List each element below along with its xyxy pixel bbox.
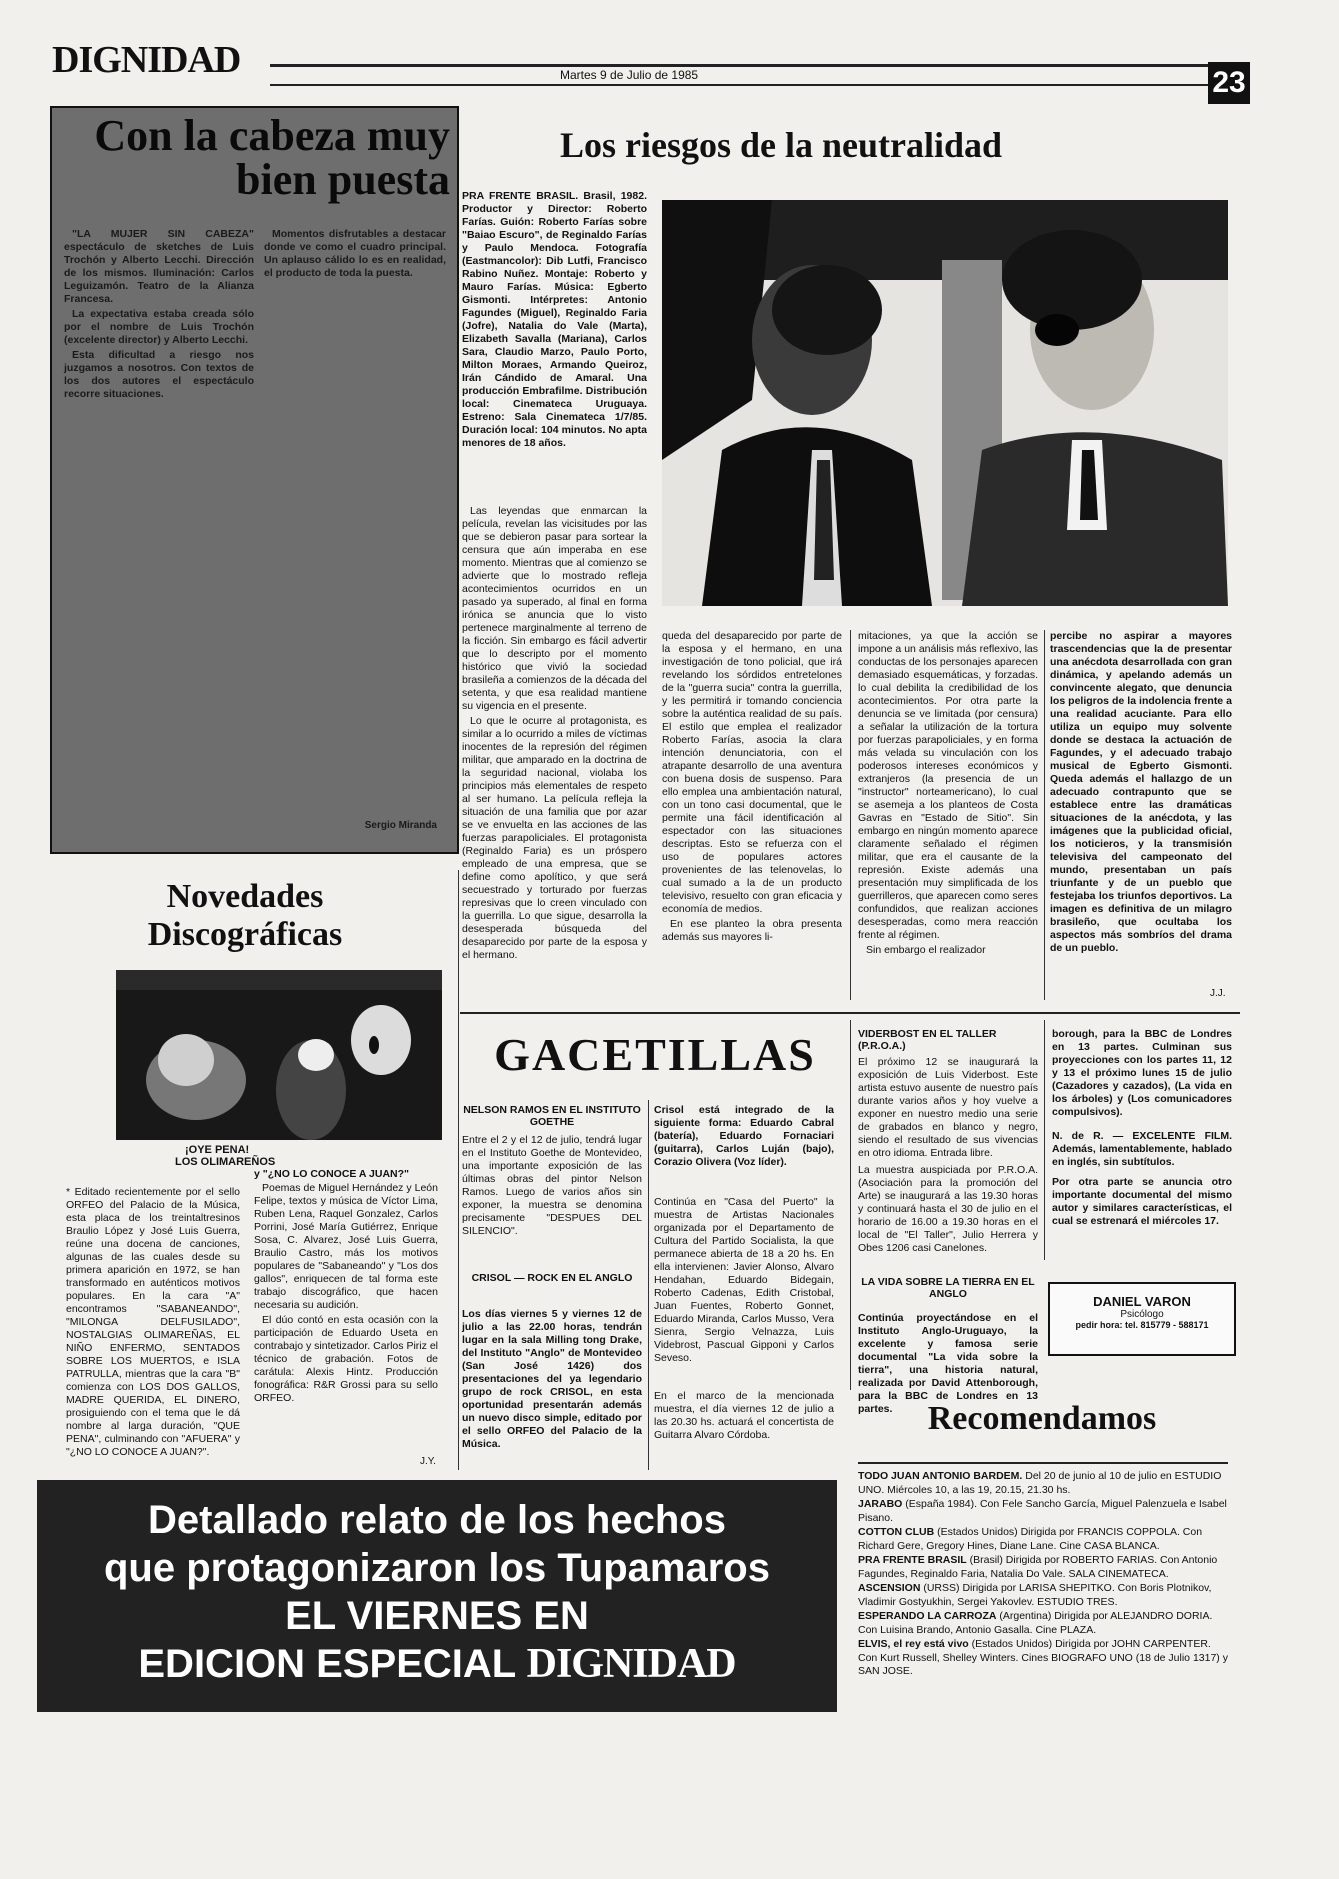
cabeza-box xyxy=(50,106,459,854)
album-caption-2: LOS OLIMAREÑOS xyxy=(175,1156,276,1168)
divider xyxy=(1044,1020,1045,1260)
neutralidad-initials: J.J. xyxy=(1210,988,1226,999)
gacetillas-col4-a: borough, para la BBC de Londres en 13 partes. Culminan sus proyecciones con los partes 11, 12 y 13 el próximo lunes 15 de julio (Cazadores y cazados), (La vida en los árboles) y (Los comunicadores compulsivos). xyxy=(1052,1028,1232,1118)
masthead-rule xyxy=(270,64,1210,67)
gacetillas-col4-b: N. de R. — EXCELENTE FILM. Además, lamentablemente, hablado en inglés, sin subtítulos. xyxy=(1052,1130,1232,1168)
album-cover-photo xyxy=(116,970,442,1140)
recomendamos-list xyxy=(858,1470,1228,1677)
cabeza-para-1: "LA MUJER SIN CABEZA" espectáculo de sketches de Luis Trochón y Alberto Lecchi. Dirección de los mismos. Iluminación: Carlos Leguizamón. Teatro de la Alianza Francesa. xyxy=(64,228,254,305)
promo-line-4-text: EDICION ESPECIAL xyxy=(138,1642,516,1686)
gacetillas-col1-head2: CRISOL — ROCK EN EL ANGLO xyxy=(471,1272,633,1284)
neutralidad-col1 xyxy=(462,505,647,997)
page-number: 23 xyxy=(1208,62,1250,104)
neutralidad-col4-p1: percibe no aspirar a mayores trascendencias que la de presentar una anécdota desarrollada con gran dinámica, y apelando además un convincente alegato, que denuncia los peligros de la indolencia frente a una realidad acuciante. Para ello utiliza un equipo muy solvente donde se destaca la actuación de Fagundes, y el adecuado trabajo musical de Egberto Gismonti. Queda además el hallazgo de un adecuado contrapunto que se establece entre las dramáticas situaciones de la anécdota, y las imágenes que la publicidad oficial, los noticieros, y la transmisión televisiva del campeonato del mundo, presentaban un país triunfante y de un pueblo que festejaba los triunfos deportivos. La imagen es definitiva de un milagro brasileño, que ocultaba los aspectos más sombríos del drama de un pueblo. xyxy=(1050,630,1232,954)
album-cover-image xyxy=(116,970,442,1140)
neutralidad-col1-p1: Las leyendas que enmarcan la película, revelan las vicisitudes por las que se debieron pasar para sortear la censura que aún imperaba en ese momento. Mientras que al comienzo se advierte que lo mostrado refleja acontecimientos ocurridos en un pasado ya superado, al final en forma irónica se anuncia que lo visto pertenece marginalmente al terreno de la ficción. Sin embargo es fácil advertir que lo descripto por el momento histórico que vivió la sociedad brasileña a comienzos de la década del setenta, y que esa realidad mantiene su vigencia en el presente. xyxy=(462,505,647,712)
rec-item xyxy=(858,1526,1228,1553)
cabeza-title: Con la cabeza muy bien puesta xyxy=(94,111,450,204)
divider xyxy=(648,1100,649,1470)
neutralidad-col3-p2: Sin embargo el realizador xyxy=(866,944,986,956)
cabeza-para-3: Esta dificultad a riesgo nos juzgamos a nosotros. Con textos de los dos autores el espectáculo recorre situaciones. xyxy=(64,349,254,400)
divider xyxy=(458,870,459,1470)
rec-item xyxy=(858,1610,1228,1637)
promo-line-3: EL VIERNES EN xyxy=(285,1594,589,1638)
novedades-col1: * Editado recientemente por el sello ORFEO del Palacio de la Música, esta placa de los treintaltresinos Braulio López y José Luis Guerra, reúne una docena de canciones, algunas de las cuales desde su primera aparición en 1972, se han transformado en auténticos motivos populares. En la cara "A" encontramos "SABANEANDO", "MILONGA DELFUSILADO", NOSTALGIAS OLIMAREÑAS, EL NIÑO ENFERMO, SENTADOS SOBRE LOS MUERTOS, e ISLA PATRULLA, mientras que la cara "B" comienza con LOS DOS GALLOS, MADRE QUERIDA, EL DINERO, prosiguiendo con el tema que le dá nombre al larga duración, "QUE PENA", culminando con "AFUERA" y "¿NO LO CONOCE A JUAN?". xyxy=(66,1186,240,1458)
cabeza-para-4: Momentos disfrutables a destacar donde ve como el cuadro principal. Un aplauso cálido lo es en realidad, el producto de toda la puesta. xyxy=(264,228,446,279)
gacetillas-col1: Entre el 2 y el 12 de julio, tendrá lugar en el Instituto Goethe de Montevideo, una importante exposición de las últimas obras del pintor Nelson Ramos. Luego de varios años sin exponer, la muestra se denomina precisamente "DESPUES DEL SILENCIO". xyxy=(462,1134,642,1237)
gacetillas-col2-a: Crisol está integrado de la siguiente forma: Eduardo Cabral (batería), Eduardo Fornaciari (guitarra), Carlos Luján (bajo), Corazio Olivera (Voz líder). xyxy=(654,1104,834,1168)
varon-contact: pedir hora: tel. 815779 - 588171 xyxy=(1075,1320,1209,1330)
rec-item-title: ESPERANDO LA CARROZA xyxy=(858,1610,997,1622)
novedades-col2-p2: El dúo contó en esta ocasión con la participación de Eduardo Useta en contrabajo y sintetizador. Carlos Piriz el técnico de grabación. Fotos de carátula: Alexis Hintz. Producción fonográfica: R&R Grossi para su sello ORFEO. xyxy=(254,1314,438,1404)
rec-item-title: ASCENSION xyxy=(858,1582,921,1594)
neutralidad-col3-p1: mitaciones, ya que la acción se impone a un análisis más reflexivo, las conductas de los personajes aparecen demasiado esquemáticas, y forzadas. lo cual debilita la credibilidad de los acontecimientos. Por otra parte la denuncia se ve limitada (por censura) a señalar la utilización de la tortura por fuerzas parapoliciales, y en forma más velada su vinculación con los poderosos intereses económicos y extranjeros (la presencia de un "instructor" norteamericano), lo cual se asemeja a los planteos de Costa Gavras en "Estado de Sitio". Sin embargo en ningún momento aparece claramente señalado el régimen militar, que era el causante de la represión. Existe además una presentación muy simplificada de los guerrilleros, que aparecen como seres confundidos, que realizan acciones desesperadas, como mera reacción frente al régimen. xyxy=(858,630,1038,941)
neutralidad-title: Los riesgos de la neutralidad xyxy=(560,125,1003,165)
cabeza-author: Sergio Miranda xyxy=(364,820,437,831)
novedades-title: Novedades Discográficas xyxy=(147,878,343,953)
promo-line-4 xyxy=(37,1640,837,1688)
rec-item-detail: (Estados Unidos) Dirigida por FRANCIS COPPOLA. Con Richard Gere, Gregory Hines, Diane Lane. Cine CASA BLANCA. xyxy=(858,1526,1203,1552)
gacetillas-col2-b: Continúa en "Casa del Puerto" la muestra de Artistas Nacionales organizada por el Departamento de Cultura del Partido Socialista, la que permanece abierta de 18 a 20 hs. En ella intervienen: Javier Alonso, Alvaro Hendahan, Eduardo Bidegain, Roberto Cadenas, Edith Cristobal, Juan Fuentes, Roberto Gonnet, Eduardo Miranda, Carlos Musso, Vera Sienra, Sergio Velnazza, Luis Videbrost, Pascual Gipponi y Carlos Seveso. xyxy=(654,1196,834,1364)
neutralidad-col2 xyxy=(662,630,842,1000)
novedades-initials: J.Y. xyxy=(420,1456,436,1467)
gacetillas-col2-c: En el marco de la mencionada muestra, el día viernes 12 de julio a las 20.30 hs. actuará el concertista de Guitarra Alvaro Córdoba. xyxy=(654,1390,834,1441)
varon-name: DANIEL VARON xyxy=(1093,1294,1191,1309)
divider xyxy=(850,1020,851,1390)
recomendamos-title: Recomendamos xyxy=(927,1400,1157,1437)
masthead-date: Martes 9 de Julio de 1985 xyxy=(560,68,699,82)
rec-item xyxy=(858,1638,1228,1679)
neutralidad-col4 xyxy=(1050,630,1232,985)
novedades-col2 xyxy=(254,1182,438,1452)
neutralidad-col2-p2: En ese planteo la obra presenta además sus mayores li- xyxy=(662,918,842,943)
gacetillas-title: GACETILLAS xyxy=(494,1029,816,1080)
rec-item-detail: (Argentina) Dirigida por ALEJANDRO DORIA. Con Luisina Brando, Antonio Gasalla. Cine PLAZA. xyxy=(858,1610,1213,1636)
gacetillas-col3-head: VIDERBOST EN EL TALLER (P.R.O.A.) xyxy=(858,1028,997,1052)
film-still-image xyxy=(662,200,1228,606)
gacetillas-col1-head: NELSON RAMOS EN EL INSTITUTO GOETHE xyxy=(463,1104,641,1128)
cabeza-col-right xyxy=(264,228,446,808)
recomendamos-rule xyxy=(858,1462,1228,1464)
rec-item xyxy=(858,1582,1228,1609)
film-still-photo xyxy=(662,200,1228,606)
rec-item-detail: (URSS) Dirigida por LARISA SHEPITKO. Con Boris Plotnikov, Vladimir Gostyukhin, Sergei Yakovlev. ESTUDIO TRES. xyxy=(858,1582,1212,1608)
rec-item xyxy=(858,1470,1228,1497)
promo-logo: DIGNIDAD xyxy=(526,1641,736,1687)
varon-ad-box xyxy=(1048,1282,1236,1356)
rec-item-title: TODO JUAN ANTONIO BARDEM. xyxy=(858,1470,1023,1482)
novedades-col2-p1: Poemas de Miguel Hernández y León Felipe, textos y música de Víctor Lima, Ruben Lena, Raquel Gonzalez, Carlos Porrini, José María Gutiérrez, Enrique Sosa, C. Alvarez, José Luis Guerra, Braulio Castro, más los motivos populares de "Sabaneando" y "Los dos gallos", enriquecen de tal forma este trabajo discográfico, que hacen necesaria su audición. xyxy=(254,1182,438,1311)
gacetillas-col3-b: La muestra auspiciada por P.R.O.A. (Asociación para la promoción del Arte) se inaugurará a las 19.30 horas y continuará hasta el 30 de julio en el horario de 16.00 a 19.30 horas en el local de "El Taller", Julio Herrera y Obes 1206 casi Canelones. xyxy=(858,1164,1038,1254)
rec-item-detail: (Brasil) Dirigida por ROBERTO FARIAS. Con Antonio Fagundes, Reginaldo Faria, Natalia Do Vale. SALA CINEMATECA. xyxy=(858,1554,1218,1580)
gacetillas-col3-head2: LA VIDA SOBRE LA TIERRA EN EL ANGLO xyxy=(861,1276,1035,1300)
masthead-logo: DIGNIDAD xyxy=(52,39,241,81)
cabeza-para-2: La expectativa estaba creada sólo por el nombre de Luis Trochón (excelente director) y Alberto Lecchi. xyxy=(64,308,254,346)
rec-item-title: ELVIS, el rey está vivo xyxy=(858,1638,969,1650)
promo-line-1: Detallado relato de los hechos xyxy=(148,1498,726,1542)
rec-item-title: PRA FRENTE BRASIL xyxy=(858,1554,967,1566)
neutralidad-col1-p2: Lo que le ocurre al protagonista, es similar a lo ocurrido a miles de víctimas inocentes de la represión del régimen militar, que amparado en la doctrina de la seguridad nacional, violaba los principios más elementales de respeto al ser humano. La película refleja la situación de una familia que por azar se ve envuelta en las acciones de las fuerzas parapoliciales. El protagonista (Reginaldo Faria) es un próspero empleado de una empresa, que se define como apolítico, y que será secuestrado y torturado por fuerzas represivas que lo creen vinculado con la guerrilla. Lo que sigue, desarrolla la desesperada búsqueda del desaparecido por parte de la esposa y el hermano. xyxy=(462,715,647,961)
rec-item-title: JARABO xyxy=(858,1498,903,1510)
rec-item xyxy=(858,1554,1228,1581)
gacetillas-col4-c: Por otra parte se anuncia otro importante documental del mismo autor y similares características, el cual se estrenará el miércoles 17. xyxy=(1052,1176,1232,1227)
gacetillas-col3: El próximo 12 se inaugurará la exposición de Luis Viderbost. Este artista estuvo ausente de nuestro país durante varios años y hoy vuelve a exponer en nuestro medio una serie de grabados en blanco y negro, siendo el resultado de sus vivencias en otro idioma. Entrada libre. xyxy=(858,1056,1038,1159)
divider xyxy=(1044,630,1045,1000)
promo-line-2: que protagonizaron los Tupamaros xyxy=(104,1546,770,1590)
gacetillas-col3-c: Continúa proyectándose en el Instituto Anglo-Uruguayo, la excelente y famosa serie documental "La vida sobre la tierra", una historia natural, realizada por David Attenborough, para la BBC de Londres en 13 partes. xyxy=(858,1312,1038,1415)
gacetillas-col1-b: Los días viernes 5 y viernes 12 de julio a las 22.00 horas, tendrán lugar en la sala Milling tong Drake, del Instituto "Anglo" de Montevideo (San José 1426) dos presentaciones del ya legendario grupo de rock CRISOL, en esta oportunidad presentarán además un nuevo disco simple, editado por el sello ORFEO del Palacio de la Música. xyxy=(462,1308,642,1450)
rec-item-detail: (Estados Unidos) Dirigida por JOHN CARPENTER. Con Kurt Russell, Shelley Winters. Cines BIOGRAFO UNO (18 de Julio 1317) y SAN JOSE. xyxy=(858,1638,1228,1677)
neutralidad-col2-p1: queda del desaparecido por parte de la esposa y el hermano, en una investigación de tono policial, que irá revelando los sórdidos entretelones de la "guerra sucia" contra la guerrilla, y les permitirá ir tomando conciencia sobre la auténtica realidad de su país. El estilo que emplea el realizador Roberto Farías, asocia la clara intención denunciatoria, con el atrapante desarrollo de una aventura con buena dosis de suspenso. Para ello emplea una ambientación natural, con un tono casi documental, que le permite una fácil identificación al espectador con las situaciones descriptas. Esto se refuerza con el uso de populares actores provenientes de las telenovelas, lo cual sumado a la de un producto televisivo, resuelto con gran eficacia y economía de medios. xyxy=(662,630,842,915)
varon-profession: Psicólogo xyxy=(1120,1309,1164,1320)
album-caption-1: ¡OYE PENA! xyxy=(185,1144,250,1156)
novedades-col2-head: y "¿NO LO CONOCE A JUAN?" xyxy=(254,1168,410,1180)
gacetillas-top-rule xyxy=(460,1012,1240,1014)
masthead-rule-thin xyxy=(270,84,1210,86)
divider xyxy=(850,630,851,1000)
neutralidad-col3 xyxy=(858,630,1038,1000)
rec-item-title: COTTON CLUB xyxy=(858,1526,935,1538)
promo-banner xyxy=(37,1480,837,1712)
rec-item-detail: (España 1984). Con Fele Sancho García, Miguel Palenzuela e Isabel Pisano. xyxy=(858,1498,1227,1524)
rec-item-detail: Del 20 de junio al 10 de julio en ESTUDIO UNO. Miércoles 10, a las 19, 20.15, 21.30 hs. xyxy=(858,1470,1222,1496)
neutralidad-credits: PRA FRENTE BRASIL. Brasil, 1982. Productor y Director: Roberto Farías. Guión: Roberto Farías sobre "Baiao Escuro", de Reginaldo Farías y Paulo Mendoca. Fotografía (Eastmancolor): Dib Lutfi, Francisco Rabino Nuñez. Montaje: Roberto y Mauro Farías. Música: Egberto Gismonti. Intérpretes: Antonio Fagundes (Miguel), Reginaldo Faria (Jofre), Natalia do Vale (Marta), Elizabeth Savalla (Mariana), Carlos Sara, Claudio Marzo, Paulo Porto, Milton Moraes, Armando Queiroz, Irán Cándido de Amaral. Una producción Embrafilme. Distribución local: Cinemateca Uruguaya. Estreno: Sala Cinemateca 1/7/85. Duración local: 104 minutos. No apta menores de 18 años. xyxy=(462,190,647,449)
cabeza-col-left xyxy=(64,228,254,828)
rec-item xyxy=(858,1498,1228,1525)
